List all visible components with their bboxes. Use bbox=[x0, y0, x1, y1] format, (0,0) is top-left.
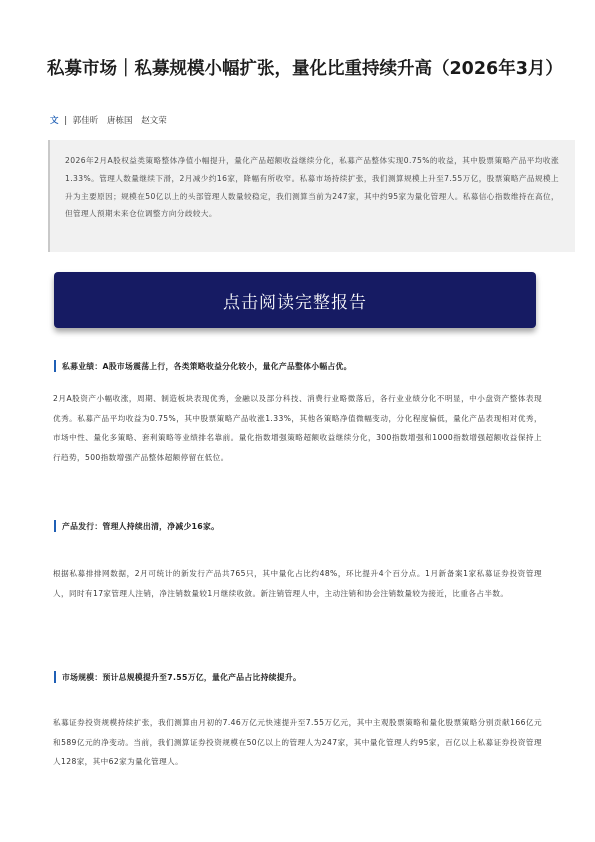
section-marker bbox=[54, 671, 56, 683]
abstract-accent-bar bbox=[48, 140, 50, 252]
byline-separator: | bbox=[64, 116, 68, 126]
author-name: 郭佳昕 bbox=[72, 116, 99, 126]
page-title: 私募市场｜私募规模小幅扩张，量化比重持续升高（2026年3月） bbox=[47, 59, 563, 79]
author-name: 赵文荣 bbox=[141, 116, 167, 126]
section-heading-text: 市场规模：预计总规模提升至7.55万亿，量化产品占比持续提升。 bbox=[62, 672, 302, 682]
section-heading-scale bbox=[54, 671, 301, 683]
section-body-issuance: 根据私募排排网数据，2月可统计的新发行产品共765只，其中量化占比约48%，环比提升4个百分点。1月新备案1家私募证券投资管理人，同时有17家管理人注销，净注销数量较1月继续收敛。新注销管理人中，主动注销和协会注销数量较为接近，比重各占半数。 bbox=[53, 569, 542, 598]
read-full-report-button[interactable]: 点击阅读完整报告 bbox=[54, 272, 536, 328]
section-heading-text: 产品发行：管理人持续出清，净减少16家。 bbox=[62, 521, 220, 531]
section-heading-performance bbox=[54, 360, 352, 372]
abstract-box bbox=[48, 140, 575, 252]
section-heading-text: 私募业绩：A股市场震荡上行，各类策略收益分化较小，量化产品整体小幅占优。 bbox=[62, 361, 352, 371]
section-body-performance: 2月A股资产小幅收涨，周期、制造板块表现优秀，金融以及部分科技、消费行业略微落后，各行业业绩分化不明显，中小盘资产整体表现优秀。私募产品平均收益为0.75%，其中股票策略产品收涨1.33%，其他各策略净值微幅变动，分化程度偏低，量化产品表现相对优秀，市场中性、量化多策略、套利策略等业绩排名靠前。量化指数增强策略超额收益继续分化，300指数增强和1000指数增强超额收益保持上行趋势，500指数增强产品整体超额停留在低位。 bbox=[53, 394, 542, 462]
author-name: 唐栋国 bbox=[107, 116, 133, 126]
section-heading-issuance bbox=[54, 520, 219, 532]
byline bbox=[50, 114, 173, 126]
abstract-text: 2026年2月A股权益类策略整体净值小幅提升，量化产品超额收益继续分化，私募产品整体实现0.75%的收益，其中股票策略产品平均收涨1.33%。管理人数量继续下滑，2月减少约16家，降幅有所收窄。私募市场持续扩张，我们测算规模上升至7.55万亿，股票策略产品规模上升为主要原因；规模在50亿以上的头部管理人数量较稳定，我们测算当前为247家，其中约95家为量化管理人。私募信心指数维持在高位，但管理人预期未来仓位调整方向分歧较大。 bbox=[65, 156, 559, 219]
section-body-scale: 私募证券投资规模持续扩张，我们测算由月初的7.46万亿元快速提升至7.55万亿元，其中主观股票策略和量化股票策略分别贡献166亿元和589亿元的净变动。当前，我们测算证券投资规模在50亿以上的管理人为247家，其中量化管理人约95家，百亿以上私募证券投资管理人128家，其中62家为量化管理人。 bbox=[53, 718, 542, 766]
byline-prefix: 文 bbox=[50, 116, 59, 126]
section-marker bbox=[54, 360, 56, 372]
section-marker bbox=[54, 520, 56, 532]
